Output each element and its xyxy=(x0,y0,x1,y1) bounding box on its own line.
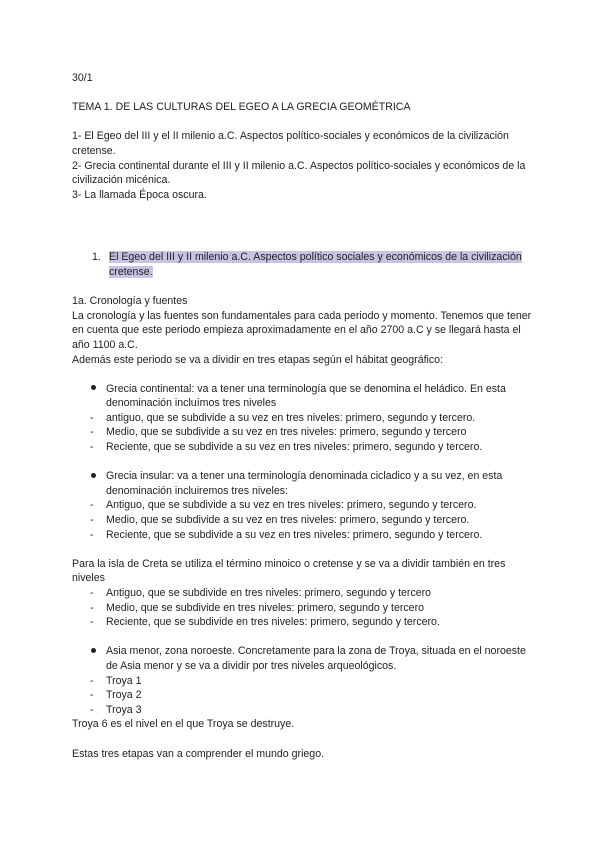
list-item: - Medio, que se subdivide a su vez en tres niveles: primero, segundo y tercero xyxy=(90,426,467,439)
asia-list xyxy=(72,644,532,717)
heading-number: 1. xyxy=(92,251,101,264)
paragraph: Además este periodo se va a dividir en tres etapas según el hábitat geográfico: xyxy=(72,353,444,366)
section-heading: 1a. Cronología y fuentes xyxy=(72,295,188,308)
outline-item: 2- Grecia continental durante el III y II milenio a.C. Aspectos político-sociales y económicos de la civilización micénica. xyxy=(72,159,526,187)
heading-highlight-text: El Egeo del III y II milenio a.C. Aspectos político sociales y económicos de la civilización cretense. xyxy=(109,251,522,278)
bullet-icon xyxy=(91,473,96,478)
outline xyxy=(72,129,532,202)
list-item: - Reciente, que se subdivide a su vez en tres niveles: primero, segundo y tercero. xyxy=(90,528,483,541)
creta-list xyxy=(72,586,532,630)
list-item: - Medio, que se subdivide en tres niveles: primero, segundo y tercero xyxy=(90,601,424,614)
document-body xyxy=(72,71,532,761)
date-line: 30/1 xyxy=(72,72,93,84)
paragraph: Troya 6 es el nivel en el que Troya se destruye. xyxy=(72,718,295,731)
list-item: - Troya 2 xyxy=(90,689,142,702)
list-item: - Antiguo, que se subdivide a su vez en tres niveles: primero, segundo y tercero. xyxy=(90,499,477,512)
bullet-icon xyxy=(91,648,96,653)
list-item: - Troya 3 xyxy=(90,703,142,716)
bullet-icon xyxy=(91,385,96,390)
insular-list xyxy=(72,469,532,542)
list-item-bullet: Grecia insular: va a tener una terminología denominada cicladico y a su vez, en esta denominación incluiremos tres niveles: xyxy=(90,469,532,498)
list-item-bullet: Asia menor, zona noroeste. Concretamente para la zona de Troya, situada en el noroeste de Asia menor y se va a dividir por tres niveles arqueológicos. xyxy=(90,644,532,673)
list-item: - antiguo, que se subdivide a su vez en tres niveles: primero, segundo y tercero. xyxy=(90,411,476,424)
outline-item: 1- El Egeo del III y el II milenio a.C. Aspectos político-sociales y económicos de la civilización cretense. xyxy=(72,130,509,157)
list-item: - Antiguo, que se subdivide en tres niveles: primero, segundo y tercero xyxy=(90,587,432,599)
page-title: TEMA 1. DE LAS CULTURAS DEL EGEO A LA GRECIA GEOMÉTRICA xyxy=(72,101,411,114)
paragraph: Para la isla de Creta se utiliza el término minoico o cretense y se va a dividir también en tres niveles xyxy=(72,557,506,585)
list-item: - Troya 1 xyxy=(90,674,142,687)
paragraph: Estas tres etapas van a comprender el mundo griego. xyxy=(72,747,325,760)
highlighted-heading xyxy=(92,250,532,279)
outline-item: 3- La llamada Época oscura. xyxy=(72,188,207,201)
paragraph: La cronología y las fuentes son fundamentales para cada periodo y momento. Tenemos que tener en cuenta que este periodo empieza aproximadamente en el año 2700 a.C y se llegará hasta el año 1100 a.C. xyxy=(72,309,532,351)
continental-list xyxy=(72,382,532,455)
list-item: - Reciente, que se subdivide a su vez en tres niveles: primero, segundo y tercero. xyxy=(90,441,483,454)
list-item: - Reciente, que se subdivide en tres niveles: primero, segundo y tercero. xyxy=(90,616,440,629)
list-item: - Medio, que se subdivide a su vez en tres niveles: primero, segundo y tercero. xyxy=(90,514,470,527)
list-item-bullet: Grecia continental: va a tener una terminología que se denomina el heládico. En esta denominación incluímos tres niveles xyxy=(90,382,532,411)
